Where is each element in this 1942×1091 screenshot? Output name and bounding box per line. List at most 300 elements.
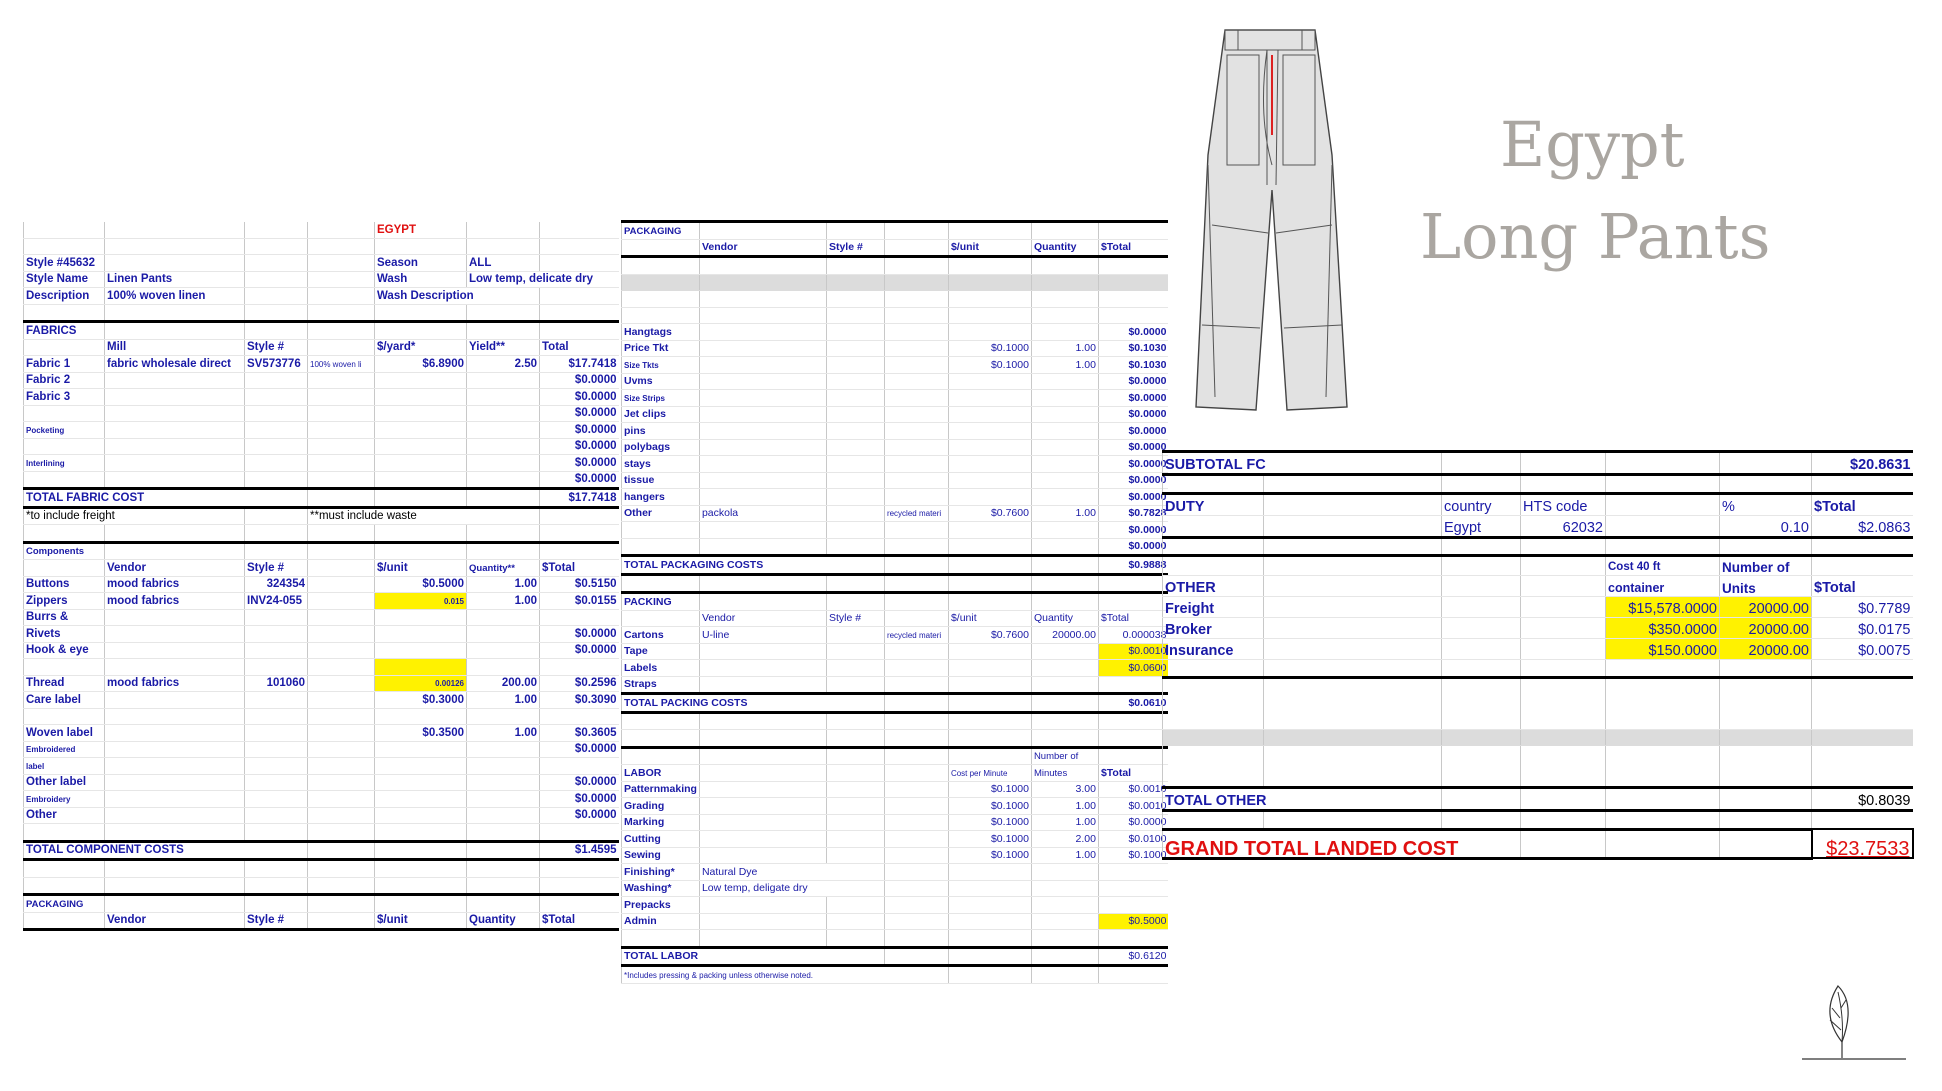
table-cell — [245, 758, 308, 775]
table-cell: $0.0000 — [1098, 814, 1168, 831]
table-cell — [105, 542, 245, 560]
table-row — [622, 423, 1169, 440]
table-cell — [826, 222, 884, 240]
col-header: $/unit — [948, 239, 1031, 257]
table-row — [622, 538, 1169, 556]
table-cell — [699, 814, 826, 831]
table-cell — [467, 626, 540, 643]
table-cell — [948, 694, 1031, 713]
table-cell — [1264, 729, 1442, 746]
table-cell — [24, 708, 105, 725]
subtotal-fc-value: $20.8631 — [1812, 452, 1913, 475]
table-cell — [1264, 556, 1442, 576]
title-long-pants: Long Pants — [1420, 200, 1771, 273]
table-row — [622, 814, 1169, 831]
description-value: 100% woven linen — [105, 288, 245, 305]
table-cell — [1521, 829, 1606, 858]
col-header: Quantity — [1031, 239, 1098, 257]
table-cell — [826, 643, 884, 660]
table-cell — [699, 522, 826, 539]
table-cell — [884, 643, 948, 660]
table-cell — [245, 471, 308, 489]
table-cell — [245, 774, 308, 791]
table-cell — [948, 643, 1031, 660]
table-cell — [308, 692, 375, 709]
table-cell — [105, 322, 245, 340]
table-cell — [105, 741, 245, 758]
table-cell — [1031, 913, 1098, 930]
table-cell: 1.00 — [1031, 357, 1098, 374]
packaging-section-label: PACKAGING — [622, 222, 700, 240]
table-cell: Other label — [24, 774, 105, 791]
table-cell — [467, 659, 540, 676]
table-cell — [467, 489, 540, 508]
table-cell — [540, 609, 619, 626]
table-cell — [884, 257, 948, 275]
table-cell — [24, 438, 105, 455]
table-cell: Cartons — [622, 627, 700, 644]
table-cell — [1720, 729, 1812, 746]
table-cell — [1163, 660, 1264, 678]
table-cell — [24, 238, 105, 255]
table-cell — [245, 455, 308, 472]
table-cell — [308, 471, 375, 489]
table-cell — [948, 864, 1031, 881]
season-value: ALL — [467, 255, 540, 272]
table-cell — [948, 593, 1031, 611]
table-cell: 0.00126 — [375, 675, 467, 692]
table-cell: Sewing — [622, 847, 700, 864]
fabric-note-waste: **must include waste — [308, 507, 540, 525]
table-row — [24, 758, 619, 775]
col-header: country — [1442, 493, 1521, 515]
table-cell: Finishing* — [622, 864, 700, 881]
table-cell — [884, 439, 948, 456]
table-cell — [105, 405, 245, 422]
table-cell — [24, 860, 105, 878]
table-row — [622, 357, 1169, 374]
table-cell — [375, 791, 467, 808]
table-cell — [105, 372, 245, 389]
table-cell: Insurance — [1163, 639, 1264, 660]
table-cell — [884, 274, 948, 291]
table-cell — [1812, 729, 1913, 746]
table-cell — [622, 538, 700, 556]
table-cell: $0.0000 — [540, 389, 619, 406]
table-cell — [245, 542, 308, 560]
table-row — [24, 593, 619, 610]
table-cell — [105, 626, 245, 643]
table-cell — [245, 807, 308, 824]
table-cell — [245, 438, 308, 455]
table-cell: 101060 — [245, 675, 308, 692]
table-row — [24, 659, 619, 676]
table-cell — [1606, 746, 1720, 788]
table-cell — [826, 340, 884, 357]
table-cell — [948, 390, 1031, 407]
table-cell — [884, 593, 948, 611]
table-cell — [308, 741, 375, 758]
table-cell — [467, 791, 540, 808]
table-cell — [826, 307, 884, 324]
table-cell: 1.00 — [1031, 814, 1098, 831]
table-cell: tissue — [622, 472, 700, 489]
table-cell — [24, 222, 105, 238]
table-cell — [540, 238, 619, 255]
packaging-left-section-label: PACKAGING — [24, 895, 105, 913]
total-components-value: $1.4595 — [540, 841, 619, 860]
table-cell — [308, 405, 375, 422]
table-cell — [884, 556, 948, 575]
style-name-value: Linen Pants — [105, 271, 245, 288]
table-cell: $0.0000 — [540, 455, 619, 472]
table-cell — [1606, 677, 1720, 729]
table-cell — [826, 505, 884, 522]
table-cell — [375, 807, 467, 824]
table-cell — [826, 712, 884, 730]
table-cell — [1031, 864, 1098, 881]
table-cell: 0.015 — [375, 593, 467, 610]
table-cell — [884, 222, 948, 240]
table-cell: recycled materi — [884, 505, 948, 522]
labor-footnote: *Includes pressing & packing unless otherwise noted. — [622, 966, 949, 984]
table-cell — [1606, 515, 1720, 537]
table-cell: Thread — [24, 675, 105, 692]
table-cell — [105, 642, 245, 659]
table-cell — [884, 291, 948, 308]
table-cell — [467, 860, 540, 878]
table-cell — [699, 373, 826, 390]
table-cell — [699, 643, 826, 660]
table-cell — [105, 304, 245, 322]
table-cell — [884, 880, 948, 897]
table-row — [24, 576, 619, 593]
fabrics-section-label: FABRICS — [24, 322, 105, 340]
table-row — [24, 372, 619, 389]
table-cell — [948, 880, 1031, 897]
table-cell: Jet clips — [622, 406, 700, 423]
table-cell — [245, 642, 308, 659]
table-cell — [467, 389, 540, 406]
table-cell — [105, 222, 245, 238]
table-cell — [540, 758, 619, 775]
table-cell — [1098, 676, 1168, 694]
table-cell — [1442, 788, 1521, 811]
table-cell: $0.0000 — [1098, 373, 1168, 390]
table-cell — [826, 930, 884, 948]
table-cell — [1442, 452, 1521, 475]
col-header: $Total — [540, 560, 619, 577]
table-cell: label — [24, 758, 105, 775]
table-cell — [884, 913, 948, 930]
table-cell — [884, 676, 948, 694]
table-cell — [1031, 712, 1098, 730]
table-cell — [105, 389, 245, 406]
table-cell — [540, 708, 619, 725]
table-cell: 1.00 — [1031, 847, 1098, 864]
table-cell — [948, 913, 1031, 930]
landed-cost-summary — [1162, 450, 1914, 860]
table-cell — [1521, 597, 1606, 618]
table-cell — [826, 291, 884, 308]
table-cell — [948, 538, 1031, 556]
table-cell — [105, 609, 245, 626]
table-cell — [308, 609, 375, 626]
col-header: Vendor — [105, 560, 245, 577]
table-cell — [308, 708, 375, 725]
table-cell — [308, 438, 375, 455]
table-cell: 1.00 — [467, 692, 540, 709]
table-cell: $350.0000 — [1606, 618, 1720, 639]
table-cell — [308, 222, 375, 238]
table-cell: $0.3090 — [540, 692, 619, 709]
table-row — [24, 626, 619, 643]
table-cell — [1031, 257, 1098, 275]
table-cell — [948, 660, 1031, 677]
table-cell — [826, 913, 884, 930]
table-cell — [375, 372, 467, 389]
grand-total-value: $23.7533 — [1812, 829, 1913, 858]
table-cell — [1606, 493, 1720, 515]
table-cell — [245, 389, 308, 406]
table-cell — [1031, 538, 1098, 556]
table-cell — [884, 456, 948, 473]
total-packaging-label: TOTAL PACKAGING COSTS — [622, 556, 885, 575]
table-cell: Embroidery — [24, 791, 105, 808]
table-cell — [245, 791, 308, 808]
style-name-label: Style Name — [24, 271, 105, 288]
table-cell — [1606, 788, 1720, 811]
table-cell: Tape — [622, 643, 700, 660]
table-cell: Grading — [622, 798, 700, 815]
table-row — [622, 831, 1169, 848]
table-cell: 0.10 — [1720, 515, 1812, 537]
table-cell — [375, 238, 467, 255]
table-cell: $0.1000 — [948, 340, 1031, 357]
other-label: OTHER — [1163, 576, 1264, 597]
table-cell — [1163, 556, 1264, 576]
table-cell — [245, 271, 308, 288]
table-cell — [105, 255, 245, 272]
table-cell — [245, 895, 308, 913]
table-cell — [699, 456, 826, 473]
table-cell: $0.0000 — [1098, 439, 1168, 456]
table-cell — [826, 538, 884, 556]
table-cell: Cutting — [622, 831, 700, 848]
table-cell — [105, 659, 245, 676]
table-cell — [699, 574, 826, 593]
table-cell — [826, 593, 884, 611]
table-cell — [308, 675, 375, 692]
table-cell — [1031, 472, 1098, 489]
table-cell — [699, 340, 826, 357]
table-cell — [308, 593, 375, 610]
table-cell: Other — [622, 505, 700, 522]
table-cell — [24, 912, 105, 930]
table-cell — [699, 730, 826, 748]
table-cell — [826, 423, 884, 440]
table-cell — [884, 390, 948, 407]
table-cell — [884, 574, 948, 593]
table-cell — [467, 542, 540, 560]
col-header: Style # — [245, 560, 308, 577]
table-cell: $0.0000 — [540, 791, 619, 808]
table-cell: INV24-055 — [245, 593, 308, 610]
col-header: Quantity** — [467, 560, 540, 577]
table-cell — [1264, 537, 1442, 556]
table-cell: $0.1000 — [948, 847, 1031, 864]
table-cell — [884, 660, 948, 677]
table-row — [622, 660, 1169, 677]
table-cell — [308, 271, 375, 288]
table-cell: $0.1030 — [1098, 357, 1168, 374]
table-row — [24, 609, 619, 626]
table-cell — [948, 439, 1031, 456]
table-cell — [1031, 406, 1098, 423]
table-row — [24, 642, 619, 659]
table-cell — [884, 930, 948, 948]
table-cell — [884, 730, 948, 748]
table-cell — [1521, 788, 1606, 811]
table-cell — [1031, 593, 1098, 611]
table-cell — [1163, 811, 1264, 830]
table-cell: 100% woven li — [308, 356, 375, 373]
table-row — [24, 422, 619, 439]
table-cell — [1098, 574, 1168, 593]
col-header: Cost 40 ft — [1606, 556, 1720, 576]
table-cell — [24, 659, 105, 676]
table-row — [24, 389, 619, 406]
col-header: $/yard* — [375, 339, 467, 356]
table-cell — [375, 438, 467, 455]
table-cell — [24, 405, 105, 422]
table-cell — [1031, 930, 1098, 948]
table-row — [1163, 597, 1913, 618]
table-cell — [826, 324, 884, 341]
table-cell — [467, 222, 540, 238]
table-cell — [308, 791, 375, 808]
table-row — [24, 807, 619, 824]
table-cell: $0.0155 — [540, 593, 619, 610]
table-cell — [1098, 897, 1168, 914]
table-cell — [540, 659, 619, 676]
table-cell — [245, 708, 308, 725]
table-cell — [467, 609, 540, 626]
table-cell — [105, 895, 245, 913]
table-row — [622, 676, 1169, 694]
table-cell — [884, 357, 948, 374]
table-cell — [884, 747, 948, 765]
table-cell — [622, 291, 700, 308]
table-cell: $0.0000 — [540, 642, 619, 659]
table-cell — [308, 489, 375, 508]
table-cell: $0.5000 — [1098, 913, 1168, 930]
table-row — [622, 880, 1169, 897]
table-cell — [1031, 291, 1098, 308]
table-cell — [826, 522, 884, 539]
table-cell — [884, 373, 948, 390]
table-cell — [467, 708, 540, 725]
table-cell — [308, 725, 375, 742]
table-cell — [948, 747, 1031, 765]
table-cell — [245, 609, 308, 626]
table-cell — [884, 947, 948, 966]
table-cell — [375, 824, 467, 842]
table-cell: $0.5000 — [375, 576, 467, 593]
table-cell — [245, 525, 308, 543]
table-cell — [1098, 747, 1168, 765]
table-cell: $0.0000 — [540, 807, 619, 824]
table-cell — [24, 339, 105, 356]
table-row — [622, 340, 1169, 357]
table-cell: Other — [24, 807, 105, 824]
col-header: Cost per Minute — [948, 765, 1031, 782]
table-cell — [948, 676, 1031, 694]
total-components-label: TOTAL COMPONENT COSTS — [24, 841, 308, 860]
table-cell: $0.7600 — [948, 505, 1031, 522]
table-cell — [308, 659, 375, 676]
table-cell: $0.0000 — [1098, 390, 1168, 407]
table-cell — [826, 257, 884, 275]
packing-section-label: PACKING — [622, 593, 700, 611]
table-cell — [105, 807, 245, 824]
table-cell — [699, 423, 826, 440]
table-cell — [308, 304, 375, 322]
country-label: EGYPT — [375, 222, 467, 238]
table-cell — [1031, 390, 1098, 407]
table-row — [622, 913, 1169, 930]
table-cell — [1031, 274, 1098, 291]
table-cell — [826, 781, 884, 798]
table-cell — [1720, 811, 1812, 830]
col-header: Vendor — [105, 912, 245, 930]
table-cell — [467, 877, 540, 895]
table-cell — [105, 692, 245, 709]
leaf-logo-icon — [1800, 978, 1910, 1062]
table-cell — [1163, 475, 1264, 494]
table-cell — [699, 847, 826, 864]
table-cell — [375, 841, 467, 860]
table-cell: $0.0600 — [1098, 660, 1168, 677]
table-cell — [1098, 730, 1168, 748]
table-cell — [699, 913, 826, 930]
table-cell — [1031, 222, 1098, 240]
table-cell — [1098, 291, 1168, 308]
table-cell: Woven label — [24, 725, 105, 742]
col-header: $Total — [540, 912, 619, 930]
table-cell: stays — [622, 456, 700, 473]
table-cell: $0.7789 — [1812, 597, 1913, 618]
table-cell — [884, 831, 948, 848]
table-row — [622, 456, 1169, 473]
table-cell: $0.0000 — [1098, 406, 1168, 423]
total-other-label: TOTAL OTHER — [1163, 788, 1442, 811]
table-cell — [948, 222, 1031, 240]
table-cell — [826, 814, 884, 831]
table-cell — [826, 274, 884, 291]
table-cell: $0.0000 — [1098, 456, 1168, 473]
table-cell — [1031, 966, 1098, 984]
table-cell — [884, 522, 948, 539]
table-cell — [826, 831, 884, 848]
table-cell — [24, 824, 105, 842]
table-cell — [826, 439, 884, 456]
table-cell — [826, 747, 884, 765]
table-cell: Rivets — [24, 626, 105, 643]
table-cell — [699, 930, 826, 948]
table-cell: $0.0100 — [1098, 831, 1168, 848]
table-cell — [467, 807, 540, 824]
